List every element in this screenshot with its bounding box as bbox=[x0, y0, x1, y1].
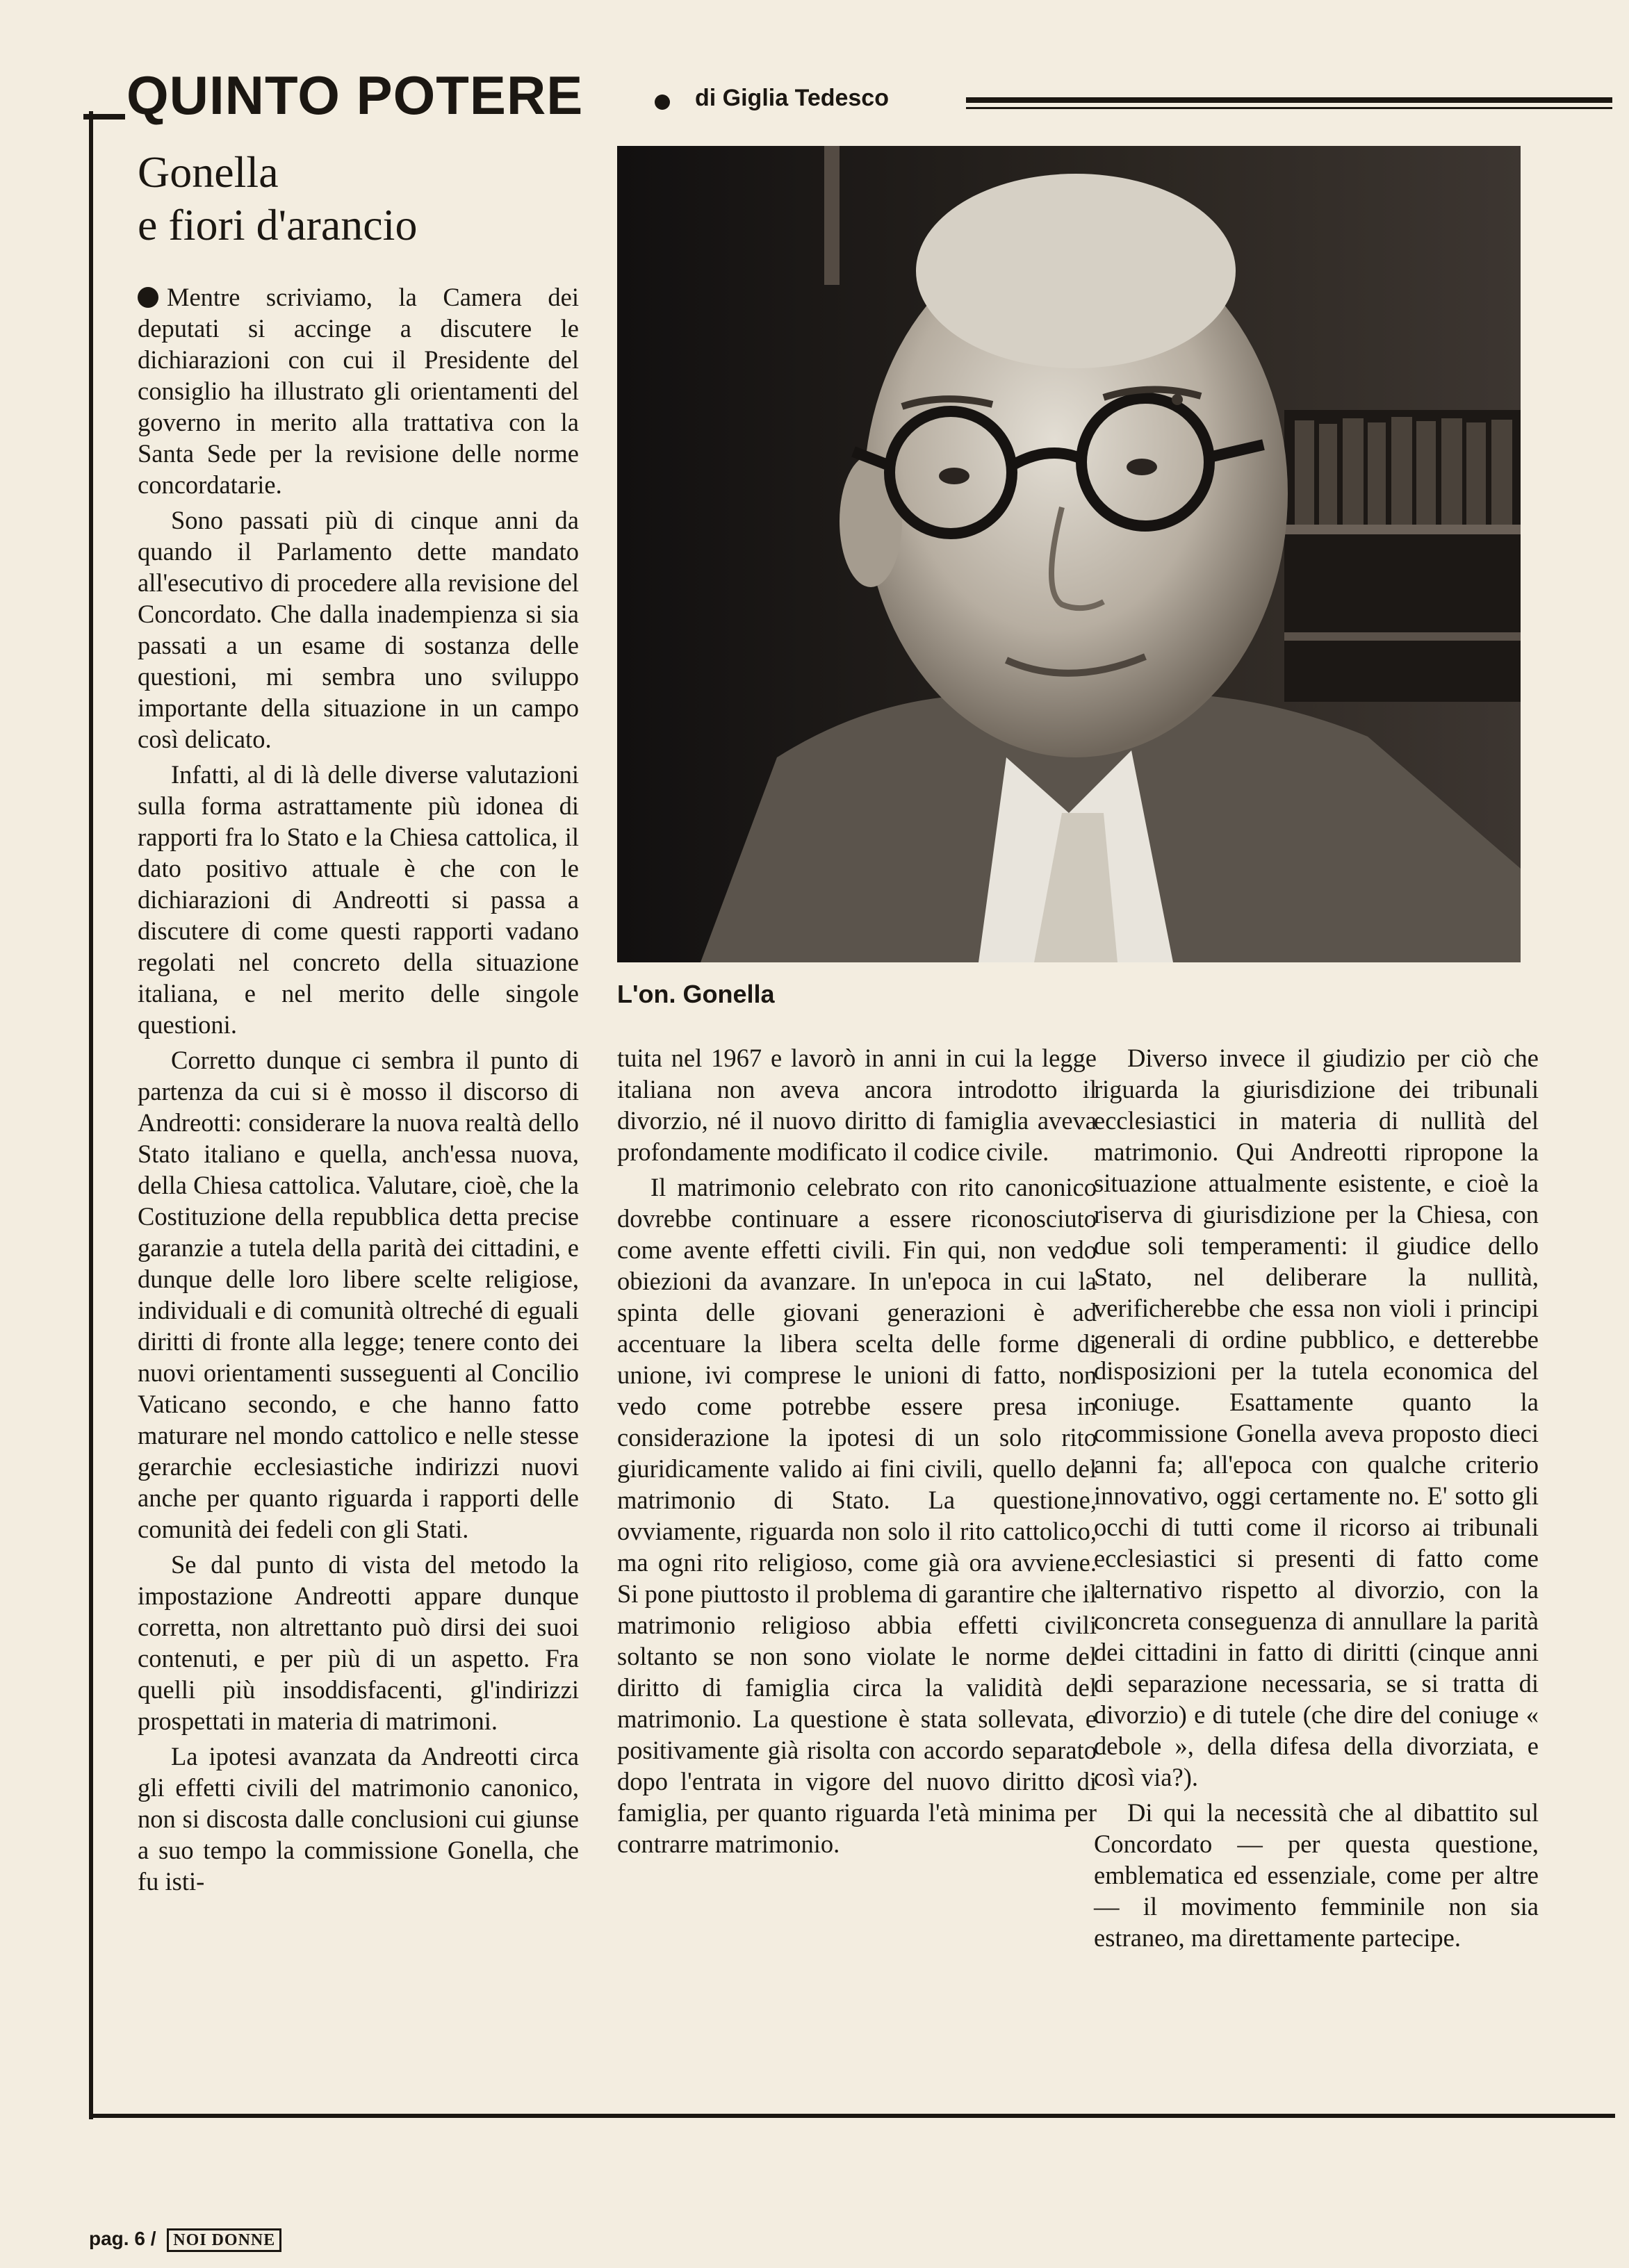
paragraph: Il matrimonio celebrato con rito canonico dovrebbe continuare a essere riconosciuto come avente effetti civili. Fin qui, non vedo obiezioni da avanzare. In un'epoca in cui la spinta delle giovani generazioni è ad accentuare la libera scelta delle forme di unione, ivi comprese le unioni di fatto, non vedo come potrebbe essere presa in considerazione la ipotesi di un solo rito giuridicamente valido ai fini civili, quello del matrimonio di Stato. La questione, ovviamente, riguarda non solo il rito cattolico, ma ogni rito religioso, come già ora avviene. Si pone piuttosto il problema di garantire che il matrimonio religioso abbia effetti civili soltanto se non sono violate le norme del diritto di famiglia circa la validità del matrimonio. La questione è stata sollevata, e positivamente già risolta con accordo separato dopo l'entrata in vigore del nuovo diritto di famiglia, per quanto riguarda l'età minima per contrarre matrimonio. bbox=[617, 1173, 1097, 1858]
title-line-2: e fiori d'arancio bbox=[138, 200, 418, 249]
bullet-dot-icon bbox=[655, 94, 670, 110]
paragraph: Infatti, al di là delle diverse valutazioni sulla forma astrattamente più idonea di rapporti fra lo Stato e la Chiesa cattolica, il dato positivo attuale è che con le dichiarazioni di Andreotti si passa a discutere di come questi rapporti vadano regolati nel concreto della situazione italiana, e nel merito delle singole questioni. bbox=[138, 760, 579, 1039]
paragraph: Di qui la necessità che al dibattito sul Concordato — per questa questione, emblematica ed essenziale, come per altre — il movimento femminile non sia estraneo, ma direttamente partecipe. bbox=[1094, 1798, 1539, 1952]
paragraph: Se dal punto di vista del metodo la impostazione Andreotti appare dunque corretta, non altrettanto può dirsi dei suoi contenuti, e per più di un aspetto. Fra quelli più insoddisfacenti, gl'indirizzi prospettati in materia di matrimoni. bbox=[138, 1550, 579, 1735]
paragraph: La ipotesi avanzata da Andreotti circa gli effetti civili del matrimonio canonico, non si discosta dalle conclusioni cui giunse a suo tempo la commissione Gonella, che fu isti- bbox=[138, 1742, 579, 1896]
title-line-1: Gonella bbox=[138, 147, 279, 197]
frame-left-rule bbox=[89, 111, 93, 2119]
header-rule-right bbox=[966, 97, 1612, 103]
portrait-photo bbox=[617, 146, 1521, 962]
paragraph-text: Mentre scriviamo, la Camera dei deputati si accinge a discutere le dichiarazioni con cui il Presidente del consiglio ha illustrato gli orientamenti del governo in merito alla trattativa con la Santa Sede per la revisione delle norme concordatarie. bbox=[138, 283, 579, 499]
column-name: QUINTO POTERE bbox=[126, 65, 584, 126]
paragraph: Sono passati più di cinque anni da quando il Parlamento dette mandato all'esecutivo di procedere alla revisione del Concordato. Che dalla inadempienza si sia passati a un esame di sostanza delle questioni, mi sembra uno sviluppo importante della situazione in un campo così delicato. bbox=[138, 506, 579, 753]
paragraph: tuita nel 1967 e lavorò in anni in cui la legge italiana non aveva ancora introdotto il divorzio, né il nuovo diritto di famiglia aveva profondamente modificato il codice civile. bbox=[617, 1044, 1097, 1166]
photo-caption: L'on. Gonella bbox=[617, 980, 775, 1008]
magazine-logo: NOI DONNE bbox=[167, 2228, 281, 2252]
text-column-1 bbox=[138, 281, 579, 1901]
page-footer bbox=[89, 2226, 281, 2252]
column-header bbox=[83, 64, 1612, 126]
text-column-3 bbox=[1094, 1042, 1539, 1957]
paragraph: Diverso invece il giudizio per ciò che riguarda la giurisdizione dei tribunali ecclesiastici in materia di nullità del matrimonio. Qui Andreotti ripropone la situazione attualmente esistente, e cioè la riserva di giurisdizione per la Chiesa, con due soli temperamenti: il giudice dello Stato, nel deliberare la nullità, verificherebbe che essa non violi i principi generali di ordine pubblico, e detterebbe disposizioni per la tutela economica del coniuge. Esattamente quanto la commissione Gonella aveva proposto dieci anni fa; all'epoca con qualche criterio innovativo, oggi certamente no. E' sotto gli occhi di tutti come il ricorso ai tribunali ecclesiastici si presenti di fatto come alternativo rispetto al divorzio, con la concreta conseguenza di annullare la parità dei cittadini in fatto di diritti (cinque anni di separazione necessaria, se si tratta di divorzio) e di tutele (che dire del coniuge « debole », della difesa della divorziata, e così via?). bbox=[1094, 1044, 1539, 1791]
page-number: pag. 6 / bbox=[89, 2228, 156, 2249]
paragraph bbox=[138, 281, 579, 500]
byline: di Giglia Tedesco bbox=[695, 85, 889, 111]
text-column-2 bbox=[617, 1042, 1097, 1864]
portrait-illustration bbox=[617, 146, 1521, 962]
paragraph: Corretto dunque ci sembra il punto di partenza da cui si è mosso il discorso di Andreotti: considerare la nuova realtà dello Stato italiano e quella, anch'essa nuova, della Chiesa cattolica. Valutare, cioè, che la Costituzione della repubblica detta precise garanzie a tutela della parità dei cittadini, e dunque delle loro libere scelte religiose, individuali e di comunità oltreché di eguali diritti di fronte alla legge; tenere conto dei nuovi orientamenti susseguenti al Concilio Vaticano secondo, e che hanno fatto maturare nel mondo cattolico e nelle stesse gerarchie ecclesiastiche indirizzi nuovi anche per quanto riguarda i rapporti delle comunità dei fedeli con gli Stati. bbox=[138, 1046, 579, 1543]
article-title bbox=[138, 146, 624, 252]
frame-bottom-rule bbox=[89, 2114, 1615, 2118]
bullet-dot-icon bbox=[138, 287, 158, 308]
